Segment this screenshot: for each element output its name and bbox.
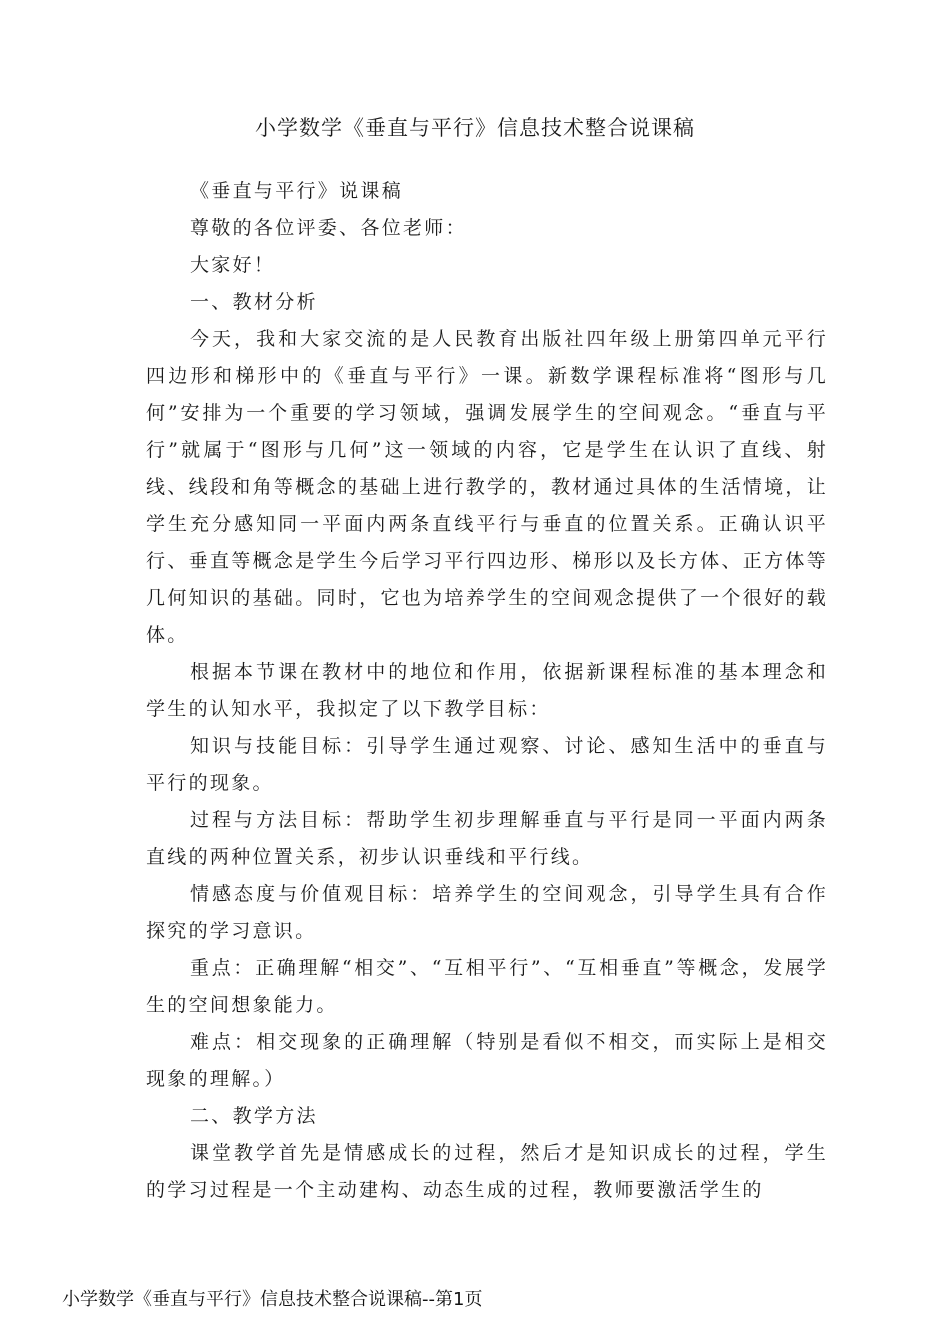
paragraph-difficulty: 难点：相交现象的正确理解（特别是看似不相交，而实际上是相交现象的理解。） [146,1031,828,1090]
paragraph-key-point: 重点：正确理解“相交”、“互相平行”、“互相垂直”等概念，发展学生的空间想象能力。 [146,957,828,1016]
paragraph-process-objective: 过程与方法目标：帮助学生初步理解垂直与平行是同一平面内两条直线的两种位置关系，初步认识垂线和平行线。 [146,809,828,868]
document-title: 小学数学《垂直与平行》信息技术整合说课稿 [255,116,695,140]
paragraph-teaching-method: 课堂教学首先是情感成长的过程，然后才是知识成长的过程，学生的学习过程是一个主动建构、动态生成的过程，教师要激活学生的 [146,1142,828,1201]
section-heading-textbook-analysis: 一、教材分析 [190,291,318,313]
paragraph-subtitle: 《垂直与平行》说课稿 [190,180,404,202]
paragraph-greeting-judges: 尊敬的各位评委、各位老师： [190,217,467,239]
paragraph-objectives-intro: 根据本节课在教材中的地位和作用，依据新课程标准的基本理念和学生的认知水平，我拟定了以下教学目标： [146,661,828,720]
paragraph-emotion-objective: 情感态度与价值观目标：培养学生的空间观念，引导学生具有合作探究的学习意识。 [146,883,828,942]
paragraph-greeting-hello: 大家好！ [190,254,276,276]
paragraph-textbook-analysis: 今天，我和大家交流的是人民教育出版社四年级上册第四单元平行四边形和梯形中的《垂直与平行》一课。新数学课程标准将“图形与几何”安排为一个重要的学习领域，强调发展学生的空间观念。“垂直与平行”就属于“图形与几何”这一领域的内容，它是学生在认识了直线、射线、线段和角等概念的基础上进行教学的，教材通过具体的生活情境，让学生充分感知同一平面内两条直线平行与垂直的位置关系。正确认识平行、垂直等概念是学生今后学习平行四边形、梯形以及长方体、正方体等几何知识的基础。同时，它也为培养学生的空间观念提供了一个很好的载体。 [146,328,828,646]
document-body [146,173,828,1209]
page-footer: 小学数学《垂直与平行》信息技术整合说课稿--第1页 [62,1289,483,1310]
section-heading-teaching-method: 二、教学方法 [190,1105,318,1127]
paragraph-knowledge-objective: 知识与技能目标：引导学生通过观察、讨论、感知生活中的垂直与平行的现象。 [146,735,828,794]
